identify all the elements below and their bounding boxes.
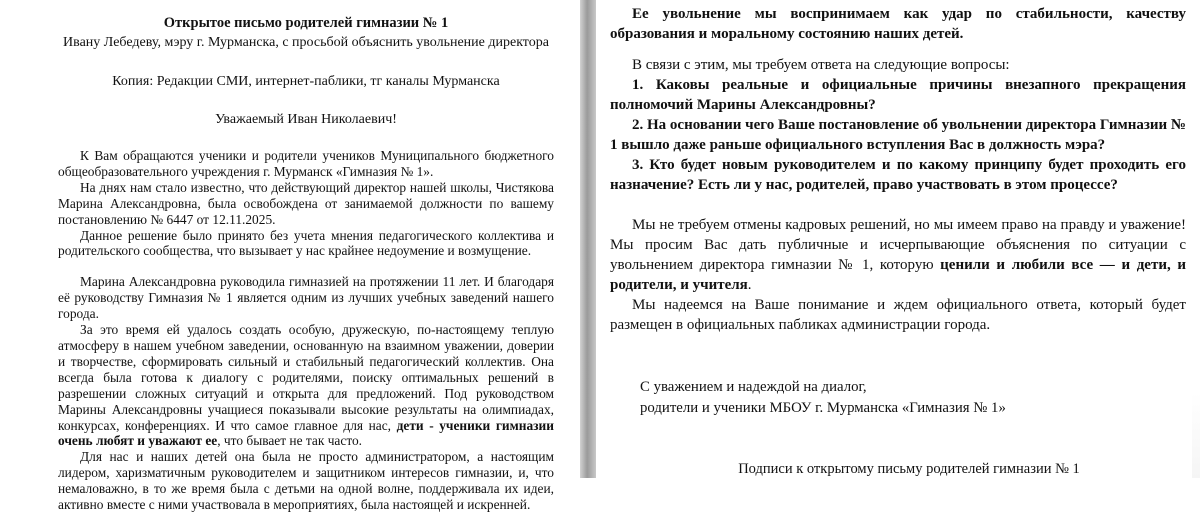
signoff-line-2: родители и ученики МБОУ г. Мурманска «Гимназия № 1» <box>640 400 1006 416</box>
signoff-line-1: С уважением и надеждой на диалог, <box>640 379 867 395</box>
paragraph-4: Марина Александровна руководила гимназией на протяжении 11 лет. И благодаря её руководству Гимназия № 1 является одним из лучших учебных заведений нашего города. <box>58 274 554 322</box>
paragraph-truth-text: Мы не требуем отмены кадровых решений, но мы имеем право на правду и уважение! Мы просим Вас дать публичные и исчерпывающие объяснения по ситуации с увольнением директора гимназии № 1, которую <box>610 217 1186 273</box>
paragraph-5 <box>58 322 554 449</box>
paragraph-5-end: , что бывает не так часто. <box>217 433 363 449</box>
paragraph-6: Для нас и наших детей она была не просто администратором, а настоящим лидером, харизматичным руководителем и защитником интересов гимназии, и, что немаловажно, в то же время была с детьми на одной волне, поддерживала их идеи, активно вместе с ними участвовала в мероприятиях, была настоящей и искренней. <box>58 449 554 513</box>
question-1: 1. Каковы реальные и официальные причины внезапного прекращения полномочий Марины Александровны? <box>610 77 1186 113</box>
paragraph-2: На днях нам стало известно, что действующий директор нашей школы, Чистякова Марина Александровна, была освобождена от занимаемой должности по вашему постановлению № 6447 от 12.11.2025. <box>58 179 554 227</box>
paragraph-5-text: За это время ей удалось создать особую, дружескую, по-настоящему теплую атмосферу в нашем учебном заведении, основанную на взаимном уважении, доверии и творчестве, сформировать сильный и стабильный педагогический коллектив. Она всегда была готова к диалогу с родителями, поиску оптимальных решений в разрешении сложных ситуаций и открыта для предложений. Под руководством Марины Александровны учащиеся показывали высокие результаты на олимпиадах, конкурсах, конференциях. И что самое главное для нас, <box>58 322 554 433</box>
paragraph-1: К Вам обращаются ученики и родители учеников Муниципального бюджетного общеобразовательного учреждения г. Мурманск «Гимназия № 1». <box>58 148 554 179</box>
question-2: 2. На основании чего Ваше постановление об увольнении директора Гимназии № 1 вышло даже раньше официального вступления Вас в должность мэра? <box>610 117 1186 153</box>
paragraph-truth-bold: ценили и любили все — и дети, и родители, и учителя <box>610 257 1186 293</box>
letter-page-right <box>596 0 1200 478</box>
letter-copy-to: Копия: Редакции СМИ, интернет-паблики, тг каналы Мурманска <box>112 74 500 89</box>
paragraph-5-bold: дети - ученики гимназии очень любят и уважают ее <box>58 417 554 449</box>
signatures-title: Подписи к открытому письму родителей гимназии № 1 <box>738 461 1080 477</box>
paragraph-demands: В связи с этим, мы требуем ответа на следующие вопросы: <box>632 57 1010 73</box>
letter-title: Открытое письмо родителей гимназии № 1 <box>163 15 449 31</box>
letter-salutation: Уважаемый Иван Николаевич! <box>215 112 397 127</box>
paragraph-3: Данное решение было принято без учета мнения педагогического коллектива и родительского сообщества, что вызывает у нас крайнее недоумение и возмущение. <box>58 227 554 259</box>
paragraph-hope: Мы надеемся на Ваше понимание и ждем официального ответа, который будет размещен в официальных пабликах администрации города. <box>610 297 1186 333</box>
page-gutter <box>580 0 596 478</box>
paragraph-truth <box>610 215 1186 295</box>
question-3: 3. Кто будет новым руководителем и по какому принципу будет проходить его назначение? Есть ли у нас, родителей, право участвовать в этом процессе? <box>610 157 1186 193</box>
letter-addressee: Ивану Лебедеву, мэру г. Мурманска, с просьбой объяснить увольнение директора <box>63 35 549 50</box>
letter-page-left <box>0 0 580 513</box>
paragraph-impact: Ее увольнение мы воспринимаем как удар по стабильности, качеству образования и моральному состоянию наших детей. <box>610 6 1186 42</box>
paragraph-truth-end: . <box>747 277 752 293</box>
